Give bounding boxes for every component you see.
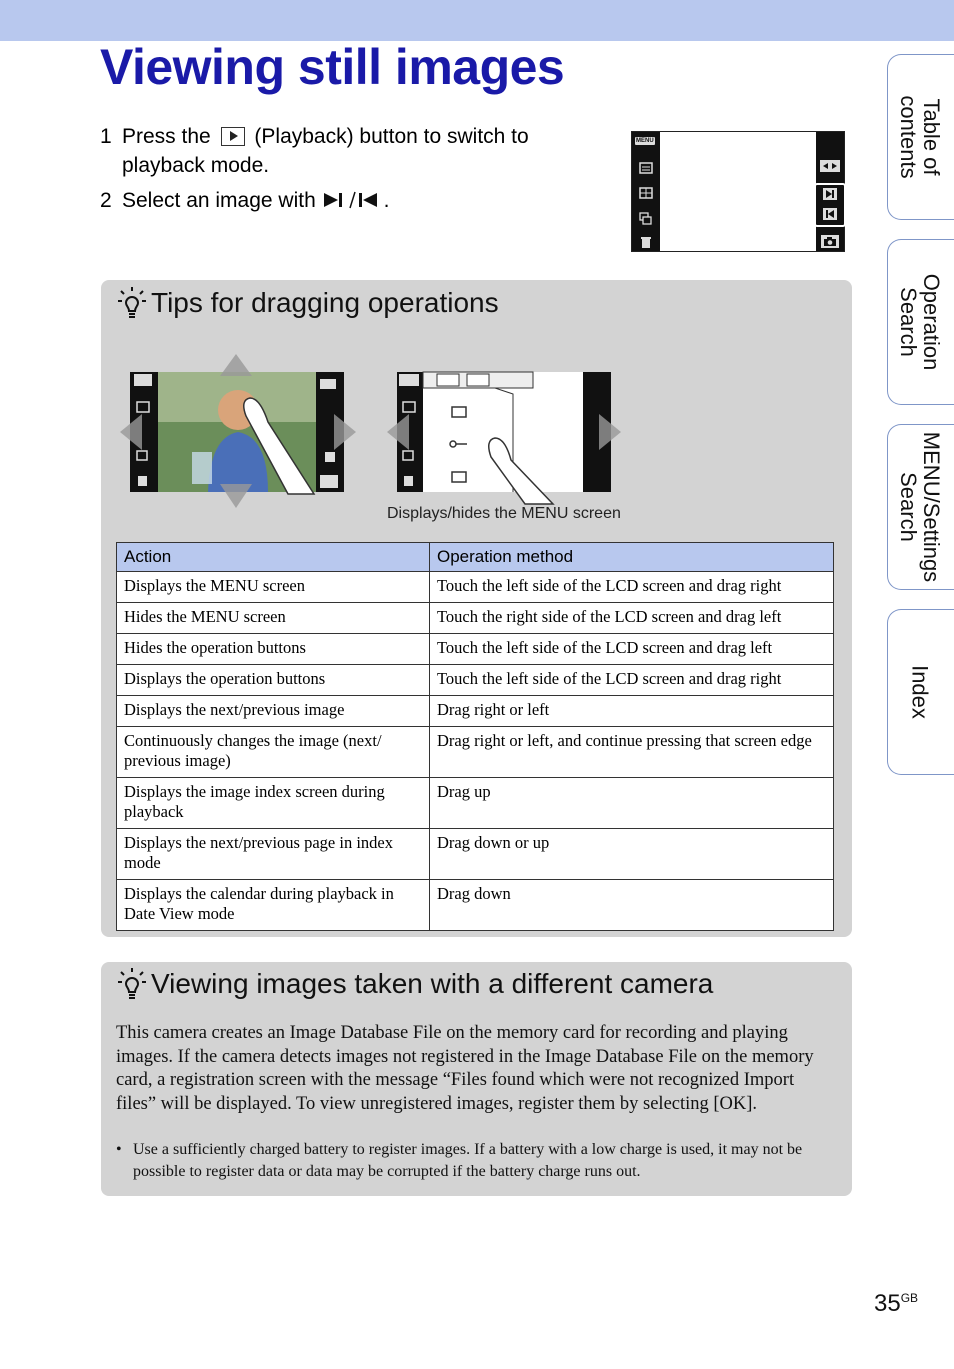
step-number: 1 xyxy=(100,125,112,148)
step-text: (Playback) button to switch to playback mode. xyxy=(122,125,529,177)
next-previous-icon xyxy=(322,191,384,209)
method-cell: Touch the left side of the LCD screen and drag right xyxy=(430,665,834,696)
method-cell: Touch the right side of the LCD screen and drag left xyxy=(430,603,834,634)
table-row xyxy=(117,634,834,665)
menu-illustration-caption: Displays/hides the MENU screen xyxy=(387,505,621,522)
table-header-row xyxy=(117,543,834,572)
action-cell: Displays the image index screen during playback xyxy=(117,778,430,829)
step-number: 2 xyxy=(100,189,112,212)
tab-label: Table of contents xyxy=(895,95,944,179)
operations-table xyxy=(116,542,834,931)
tip-bulb-icon xyxy=(117,286,147,320)
camera-icon xyxy=(821,235,839,248)
action-cell: Hides the operation buttons xyxy=(117,634,430,665)
action-cell: Displays the operation buttons xyxy=(117,665,430,696)
tips-camera-title: Viewing images taken with a different camera xyxy=(117,967,713,1001)
steps-list xyxy=(100,122,600,215)
step-text-end: . xyxy=(383,189,390,212)
table-row xyxy=(117,880,834,931)
tab-label: Operation Search xyxy=(895,273,944,371)
method-cell: Touch the left side of the LCD screen and drag left xyxy=(430,634,834,665)
camera-tip-body: This camera creates an Image Database File on the memory card for recording and playing images. If the camera detects images not registered in the Image Database File on the memory card, a registration screen with the message “Files found which were not recognized Import files” will be displayed. To view unregistered images, register them by selecting [OK]. xyxy=(116,1023,814,1114)
table-row xyxy=(117,727,834,778)
next-icon xyxy=(823,188,837,200)
table-row xyxy=(117,665,834,696)
index-icon xyxy=(639,187,653,199)
display-icon xyxy=(639,162,653,174)
camera-tip-bullet xyxy=(116,1139,831,1183)
tab-label: MENU/Settings Search xyxy=(895,431,944,583)
bullet-text: Use a sufficiently charged battery to register images. If a battery with a low charge is used, it may not be possible to register data or data may be corrupted if the battery charge runs out. xyxy=(133,1141,803,1180)
table-row xyxy=(117,572,834,603)
tab-menu-settings-search[interactable] xyxy=(887,424,954,590)
tips-dragging-title: Tips for dragging operations xyxy=(117,286,499,320)
table-row xyxy=(117,829,834,880)
menu-icon: MENU xyxy=(636,138,654,144)
playback-icon xyxy=(221,127,245,146)
lcd-right-bar xyxy=(816,132,844,251)
action-cell: Displays the next/previous page in index mode xyxy=(117,829,430,880)
page-number: $35^{GB}$ xyxy=(874,1290,919,1317)
table-row xyxy=(117,778,834,829)
method-cell: Drag right or left, and continue pressing that screen edge xyxy=(430,727,834,778)
table-row xyxy=(117,696,834,727)
action-cell: Displays the MENU screen xyxy=(117,572,430,603)
step-1 xyxy=(100,122,600,180)
tab-table-of-contents[interactable] xyxy=(887,54,954,220)
drag-menu-illustration xyxy=(385,352,625,510)
bullet-mark: • xyxy=(116,1141,122,1158)
step-2 xyxy=(100,186,600,215)
zoom-icon xyxy=(820,160,840,172)
slideshow-icon xyxy=(639,212,653,226)
table-row xyxy=(117,603,834,634)
method-cell: Touch the left side of the LCD screen and drag right xyxy=(430,572,834,603)
action-cell: Displays the next/previous image xyxy=(117,696,430,727)
tip-bulb-icon xyxy=(117,967,147,1001)
page-title: Viewing still images xyxy=(100,39,565,95)
delete-icon xyxy=(640,236,652,249)
method-cell: Drag right or left xyxy=(430,696,834,727)
method-cell: Drag down xyxy=(430,880,834,931)
lcd-playback-illustration xyxy=(631,131,845,252)
action-cell: Displays the calendar during playback in Date View mode xyxy=(117,880,430,931)
next-previous-buttons xyxy=(814,183,846,227)
tab-label: Index xyxy=(907,665,932,719)
previous-icon xyxy=(823,208,837,220)
column-header-method: Operation method xyxy=(430,543,834,572)
tab-operation-search[interactable] xyxy=(887,239,954,405)
step-text: Select an image with xyxy=(122,189,316,212)
method-cell: Drag down or up xyxy=(430,829,834,880)
drag-playback-illustration xyxy=(118,352,358,510)
action-cell: Continuously changes the image (next/ previous image) xyxy=(117,727,430,778)
header-band xyxy=(0,0,954,41)
method-cell: Drag up xyxy=(430,778,834,829)
tab-index[interactable] xyxy=(887,609,954,775)
action-cell: Hides the MENU screen xyxy=(117,603,430,634)
lcd-left-bar xyxy=(632,132,660,251)
step-text: Press the xyxy=(122,125,211,148)
column-header-action: Action xyxy=(117,543,430,572)
